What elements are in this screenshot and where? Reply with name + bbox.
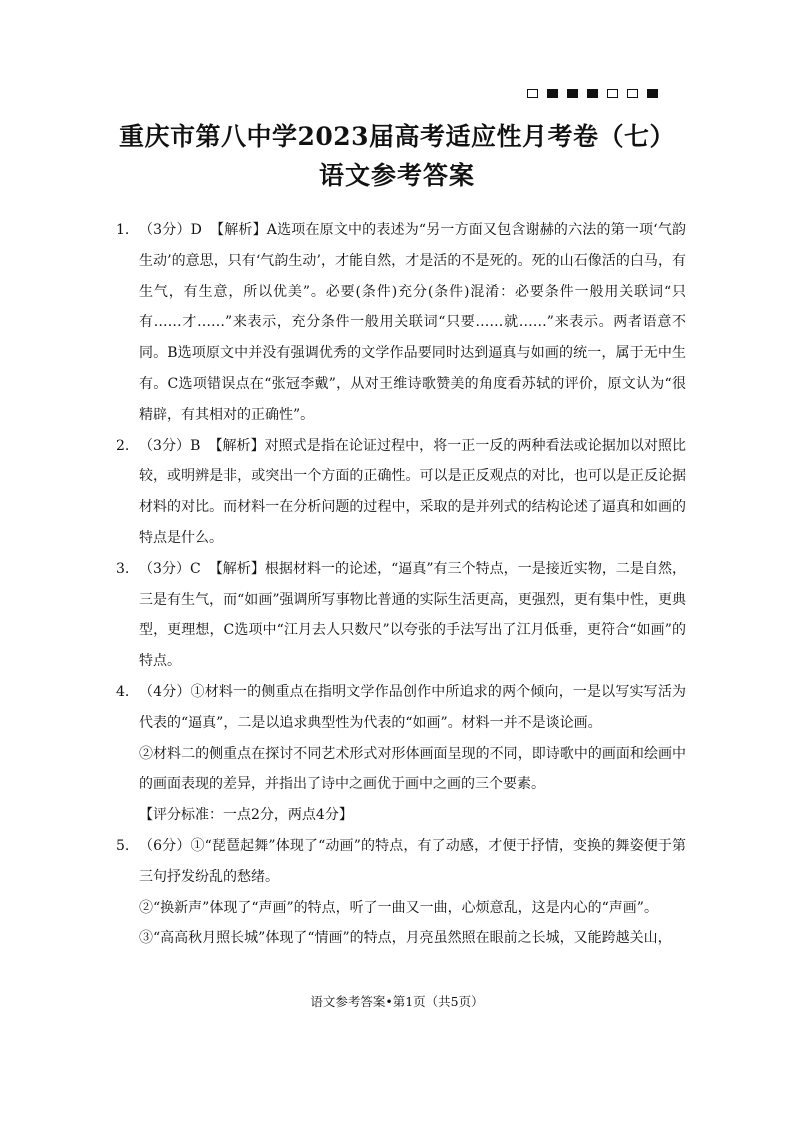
answer-text: 【解析】A选项在原文中的表述为“另一方面又包含谢赫的六法的第一项‘气韵生动’的意思，只有‘气韵生动’，才能自然，才是活的不是死的。死的山石像活的白马，有生气，有生意，所以优美”。必要(条件)充分(条件)混淆：必要条件一般用关联词“只有……才……”来表示，充分条件一般用关联词“只要……就……”来表示。两者语意不同。B选项原文中并没有强调优秀的文学作品要同时达到逼真与如画的统一，属于无中生有。C选项错误点在“张冠李戴”，从对王维诗歌赞美的角度看苏轼的评价，原文认为“很精辟，有其相对的正确性”。 — [139, 222, 686, 423]
score-label: （6分） — [139, 837, 191, 854]
page-footer: 语文参考答案•第1页（共5页） — [310, 994, 484, 1009]
answer-paragraph — [139, 215, 686, 431]
document-title: 重庆市第八中学2023届高考适应性月考卷（七） — [118, 122, 676, 151]
question-number: 2. — [116, 437, 130, 454]
answer-item-3 — [116, 554, 686, 677]
score-label: （3分）B — [139, 437, 201, 454]
scoring-standard: 【评分标准：一点2分，两点4分】 — [139, 807, 353, 824]
question-number: 1. — [116, 222, 130, 238]
code-box — [547, 89, 558, 98]
code-box — [567, 89, 578, 98]
score-label: （3分）D — [139, 222, 202, 238]
document-subtitle: 语文参考答案 — [318, 161, 475, 190]
answer-list — [116, 215, 686, 954]
answer-paragraph — [139, 677, 686, 739]
code-box — [587, 89, 598, 98]
code-box — [647, 89, 658, 98]
code-box — [607, 89, 618, 98]
answer-text: 【解析】根据材料一的论述，“逼真”有三个特点，一是接近实物，二是自然，三是有生气，而“如画”强调所写事物比普通的实际生活更高，更强烈，更有集中性，更典型，更理想，C选项中“江月去人只数尺”以夸张的手法写出了江月低垂，更符合“如画”的特点。 — [139, 560, 687, 670]
answer-text: 【解析】对照式是指在论证过程中，将一正一反的两种看法或论据加以对照比较，或明辨是非，或突出一个方面的正确性。可以是正反观点的对比，也可以是正反论据材料的对比。而材料一在分析问题的过程中，采取的是并列式的结构论述了逼真和如画的特点是什么。 — [139, 437, 686, 546]
code-box — [627, 89, 638, 98]
answer-item-2 — [116, 431, 686, 554]
answer-paragraph — [139, 831, 686, 893]
exam-code-strip — [527, 89, 682, 99]
answer-text: ①材料一的侧重点在指明文学作品创作中所追求的两个倾向，一是以写实写活为代表的“逼真”，二是以追求典型性为代表的“如画”。材料一并不是谈论画。 — [139, 683, 686, 731]
answer-text: ①“琵琶起舞”体现了“动画”的特点，有了动感，才便于抒情，变换的舞姿便于第三句抒发纷乱的愁绪。 — [139, 837, 686, 885]
code-box — [527, 89, 538, 98]
answer-paragraph: ②材料二的侧重点在探讨不同艺术形式对形体画面呈现的不同，即诗歌中的画面和绘画中的画面表现的差异，并指出了诗中之画优于画中之画的三个要素。 — [139, 745, 686, 793]
question-number: 3. — [116, 560, 130, 577]
answer-item-1 — [116, 215, 686, 431]
score-label: （3分）C — [139, 560, 201, 577]
answer-paragraph: ②“换新声”体现了“声画”的特点，听了一曲又一曲，心烦意乱，这是内心的“声画”。 — [139, 899, 658, 916]
question-number: 4. — [116, 683, 130, 700]
score-label: （4分） — [139, 683, 191, 700]
answer-paragraph — [139, 554, 686, 677]
answer-paragraph: ③“高高秋月照长城”体现了“情画”的特点，月亮虽然照在眼前之长城，又能跨越关山， — [139, 930, 672, 947]
answer-item-5 — [116, 831, 686, 954]
answer-item-4 — [116, 677, 686, 831]
question-number: 5. — [116, 837, 130, 854]
answer-paragraph — [139, 431, 686, 554]
